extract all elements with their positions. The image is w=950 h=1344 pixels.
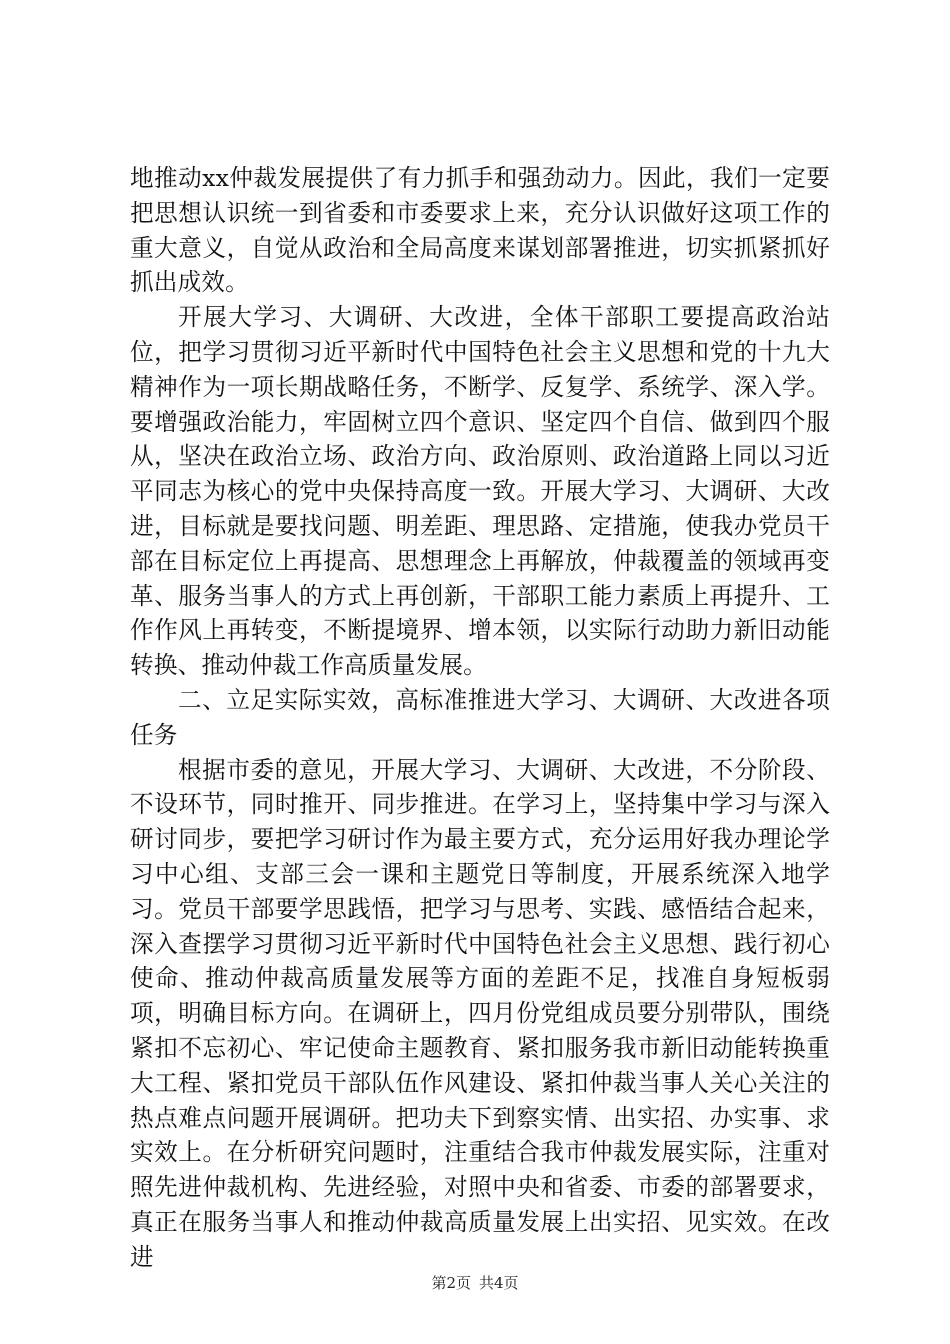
paragraph-study-research: 开展大学习、大调研、大改进，全体干部职工要提高政治站位，把学习贯彻习近平新时代中国特色社会主义思想和党的十九大精神作为一项长期战略任务，不断学、反复学、系统学、深入学。要增强政治能力，牢固树立四个意识、坚定四个自信、做到四个服从，坚决在政治立场、政治方向、政治原则、政治道路上同以习近平同志为核心的党中央保持高度一致。开展大学习、大调研、大改进，目标就是要找问题、明差距、理思路、定措施，使我办党员干部在目标定位上再提高、思想理念上再解放，仲裁覆盖的领域再变革、服务当事人的方式上再创新，干部职工能力素质上再提升、工作作风上再转变，不断提境界、增本领，以实际行动助力新旧动能转换、推动仲裁工作高质量发展。 — [130, 303, 830, 680]
paragraph-continuation: 地推动xx仲裁发展提供了有力抓手和强劲动力。因此，我们一定要把思想认识统一到省委和市委要求上来，充分认识做好这项工作的重大意义，自觉从政治和全局高度来谋划部署推进，切实抓紧抓好抓出成效。 — [130, 164, 830, 297]
document-body — [130, 161, 830, 1275]
page-number-current: 第2页 — [431, 1274, 471, 1292]
section-heading-two: 二、立足实际实效，高标准推进大学习、大调研、大改进各项任务 — [130, 685, 830, 749]
page-footer — [0, 1273, 950, 1293]
paragraph-municipal-opinion: 根据市委的意见，开展大学习、大调研、大改进，不分阶段、不设环节，同时推开、同步推进。在学习上，坚持集中学习与深入研讨同步，要把学习研讨作为最主要方式，充分运用好我办理论学习中心组、支部三会一课和主题党日等制度，开展系统深入地学习。党员干部要学思践悟，把学习与思考、实践、感悟结合起来，深入查摆学习贯彻习近平新时代中国特色社会主义思想、践行初心使命、推动仲裁高质量发展等方面的差距不足，找准自身短板弱项，明确目标方向。在调研上，四月份党组成员要分别带队，围绕紧扣不忘初心、牢记使命主题教育、紧扣服务我市新旧动能转换重大工程、紧扣党员干部队伍作风建设、紧扣仲裁当事人关心关注的热点难点问题开展调研。把功夫下到察实情、出实招、办实事、求实效上。在分析研究问题时，注重结合我市仲裁发展实际，注重对照先进仲裁机构、先进经验，对照中央和省委、市委的部署要求，真正在服务当事人和推动仲裁高质量发展上出实招、见实效。在改进 — [130, 755, 830, 1271]
page-number-total: 共4页 — [479, 1274, 519, 1292]
